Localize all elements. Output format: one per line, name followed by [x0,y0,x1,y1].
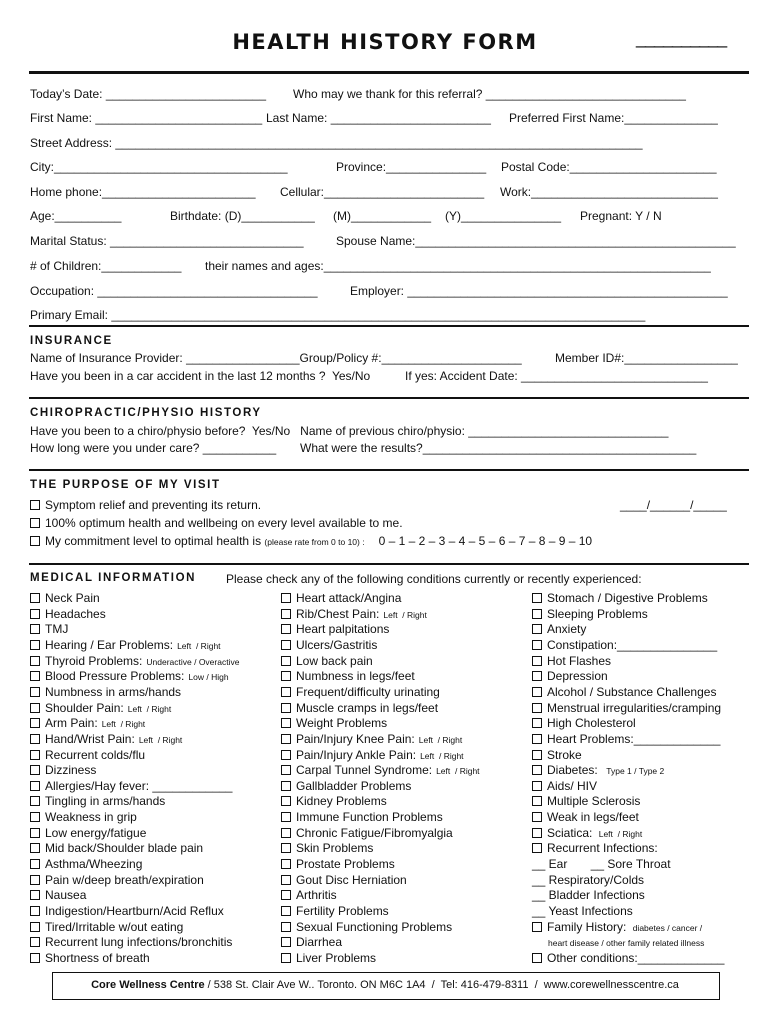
title-rule [29,71,749,74]
checkbox[interactable] [281,781,291,791]
checkbox[interactable] [281,922,291,932]
condition-options: Left / Right [383,609,427,620]
condition-item[interactable] [281,716,387,730]
form-field-line[interactable]: Street Address: _______________________________________________________________________________ [30,136,643,150]
condition-label: Gout Disc Herniation [296,872,407,887]
condition-label: Prostate Problems [296,857,395,872]
checkbox[interactable] [30,781,40,791]
checkbox[interactable] [281,640,291,650]
condition-options: Left / Right [177,640,221,651]
condition-label: Muscle cramps in legs/feet [296,700,439,715]
condition-item[interactable] [30,748,145,762]
checkbox[interactable] [30,875,40,885]
checkbox[interactable] [532,953,542,963]
checkbox[interactable] [281,703,291,713]
condition-item[interactable] [30,779,232,793]
condition-item[interactable] [281,638,377,652]
condition-item[interactable] [30,888,86,902]
condition-item[interactable] [532,841,658,855]
form-field-line[interactable]: Work:____________________________ [500,185,718,199]
condition-item[interactable] [281,701,438,715]
condition-label: Frequent/difficulty urinating [296,684,440,699]
condition-label: Stomach / Digestive Problems [547,591,708,605]
checkbox[interactable] [532,703,542,713]
checkbox[interactable] [30,593,40,603]
commitment-scale[interactable]: 0 – 1 – 2 – 3 – 4 – 5 – 6 – 7 – 8 – 9 – 10 [378,534,593,548]
form-field-line[interactable]: Spouse Name:________________________________________________ [336,234,736,248]
checkbox[interactable] [30,518,40,528]
condition-item[interactable] [30,935,232,949]
condition-label: Sleeping Problems [547,606,648,621]
section-rule [29,469,749,471]
form-field-line[interactable]: How long were you under care? ___________ [30,441,277,455]
condition-label: Multiple Sclerosis [547,794,641,809]
condition-label: Recurrent Infections: [547,841,658,856]
checkbox[interactable] [281,843,291,853]
condition-label: Carpal Tunnel Syndrome: [296,763,433,778]
checkbox[interactable] [30,953,40,963]
checkbox[interactable] [281,890,291,900]
condition-item[interactable] [281,841,373,855]
form-number-blank[interactable]: __________ [636,28,727,48]
condition-label: Rib/Chest Pain: [296,606,380,621]
condition-item[interactable] [532,716,636,730]
condition-item[interactable] [281,654,373,668]
checkbox[interactable] [532,687,542,697]
form-field-line[interactable]: Province:_______________ [336,160,487,174]
condition-label: Low energy/fatigue [45,825,147,840]
checkbox[interactable] [30,796,40,806]
condition-label: Heart attack/Angina [296,591,402,605]
checkbox[interactable] [532,593,542,603]
purpose-item-label: 100% optimum health and wellbeing on every level available to me. [45,516,403,530]
form-field-line[interactable]: Age:__________ [30,209,122,223]
checkbox[interactable] [30,536,40,546]
condition-label: High Cholesterol [547,716,636,731]
condition-label: Diarrhea [296,935,343,950]
condition-label: Depression [547,669,608,684]
form-field-line[interactable]: Home phone:_______________________ [30,185,256,199]
condition-label: Hand/Wrist Pain: [45,731,135,746]
condition-item[interactable] [281,826,453,840]
footer-clinic-name: Core Wellness Centre [91,979,205,991]
condition-label: Allergies/Hay fever: ____________ [45,778,233,793]
condition-label: Hearing / Ear Problems: [45,637,174,652]
condition-label: Dizziness [45,763,97,778]
checkbox[interactable] [281,609,291,619]
condition-item[interactable] [30,951,150,965]
checkbox[interactable] [532,640,542,650]
section-rule [29,563,749,565]
condition-label: __ Ear __ Sore Throat [532,857,671,872]
condition-label: Stroke [547,747,582,762]
condition-item[interactable] [30,638,221,652]
form-field-line[interactable]: Have you been in a car accident in the last 12 months ? Yes/No [30,369,371,383]
form-field-line[interactable]: If yes: Accident Date: ____________________________ [405,369,708,383]
checkbox[interactable] [30,656,40,666]
condition-label: Weakness in grip [45,810,137,825]
checkbox[interactable] [30,890,40,900]
condition-item[interactable] [281,622,389,636]
purpose-item[interactable] [30,498,261,512]
condition-item[interactable] [281,888,337,902]
condition-label: Numbness in arms/hands [45,684,182,699]
checkbox[interactable] [281,765,291,775]
condition-label: Ulcers/Gastritis [296,637,378,652]
form-field-line[interactable]: Member ID#:_________________ [555,351,738,365]
condition-label: Tingling in arms/hands [45,794,166,809]
checkbox[interactable] [30,765,40,775]
condition-item[interactable] [30,920,183,934]
condition-item[interactable] [532,763,664,777]
checkbox[interactable] [281,671,291,681]
condition-options: Left / Right [436,766,480,777]
form-field-line[interactable]: Last Name: ________________________ [266,111,491,125]
condition-label: Indigestion/Heartburn/Acid Reflux [45,904,224,918]
condition-item[interactable] [30,841,203,855]
condition-item[interactable] [548,935,704,949]
purpose-item-label: My commitment level to optimal health is [45,534,265,548]
footer [52,979,718,991]
condition-label: Hot Flashes [547,653,612,668]
form-field-line[interactable]: Occupation: _________________________________ [30,284,318,298]
checkbox[interactable] [30,843,40,853]
condition-item[interactable] [532,669,608,683]
condition-label: Heart Problems:_____________ [547,731,721,746]
form-field-line[interactable]: Who may we thank for this referral? ______________________________ [293,87,686,101]
checkbox[interactable] [281,624,291,634]
checkbox[interactable] [281,859,291,869]
section-rule [29,325,749,327]
checkbox[interactable] [281,718,291,728]
checkbox[interactable] [281,593,291,603]
condition-item[interactable] [281,591,401,605]
condition-item[interactable] [281,920,452,934]
condition-options: Left / Right [420,750,464,761]
purpose-heading: THE PURPOSE OF MY VISIT [30,479,221,491]
condition-options: Left / Right [596,828,643,839]
condition-item[interactable] [532,638,717,652]
condition-item[interactable] [532,826,642,840]
condition-label: Sciatica: [547,825,593,840]
condition-item[interactable] [30,810,137,824]
condition-item[interactable] [532,654,611,668]
condition-item[interactable] [532,701,721,715]
checkbox[interactable] [30,640,40,650]
condition-label: Aids/ HIV [547,778,598,793]
checkbox[interactable] [532,765,542,775]
form-field-line[interactable]: Primary Email: ________________________________________________________________________________ [30,308,646,322]
condition-item[interactable] [281,779,411,793]
condition-label: Diabetes: [547,763,598,778]
condition-label: Gallbladder Problems [296,778,412,793]
condition-label: Arm Pain: [45,716,98,731]
condition-options: Left / Right [418,734,463,745]
form-field-line[interactable]: City:___________________________________ [30,160,288,174]
condition-label: Chronic Fatigue/Fibromyalgia [296,825,453,840]
condition-options: Left / Right [101,719,146,730]
checkbox[interactable] [532,812,542,822]
condition-item[interactable] [532,622,586,636]
condition-item[interactable] [30,654,239,668]
checkbox[interactable] [30,922,40,932]
checkbox[interactable] [30,734,40,744]
checkbox[interactable] [281,828,291,838]
condition-item[interactable] [281,935,342,949]
condition-item[interactable] [281,873,407,887]
purpose-item[interactable] [30,534,592,548]
condition-options: diabetes / cancer / [630,922,703,933]
condition-label: Family History: [547,919,627,934]
condition-item[interactable] [281,685,440,699]
condition-label: Nausea [45,888,87,903]
condition-label: Pain/Injury Ankle Pain: [296,747,417,762]
condition-label: Menstrual irregularities/cramping [547,700,722,715]
checkbox[interactable] [532,750,542,760]
condition-label: Sexual Functioning Problems [296,919,453,934]
form-field-line[interactable]: Birthdate: (D)___________ [170,209,315,223]
form-field-line[interactable]: Cellular:________________________ [280,185,485,199]
condition-label: __ Yeast Infections [532,904,633,918]
checkbox[interactable] [30,609,40,619]
condition-label: TMJ [45,622,69,637]
checkbox[interactable] [532,796,542,806]
checkbox[interactable] [532,656,542,666]
condition-label: Fertility Problems [296,904,389,918]
condition-item[interactable] [532,732,720,746]
medical-heading: MEDICAL INFORMATION [30,572,197,584]
condition-item[interactable] [30,716,145,730]
checkbox[interactable] [30,937,40,947]
form-field-line[interactable]: Today’s Date: ________________________ [30,87,266,101]
condition-label: Anxiety [547,622,587,637]
checkbox[interactable] [30,718,40,728]
condition-label: Constipation:_______________ [547,637,718,652]
form-field-line[interactable]: their names and ages:__________________________________________________________ [205,259,711,273]
checkbox[interactable] [30,687,40,697]
condition-options: heart disease / other family related illness [548,938,705,949]
checkbox[interactable] [281,687,291,697]
checkbox[interactable] [30,671,40,681]
insurance-heading: INSURANCE [30,335,113,347]
form-field-line[interactable]: Preferred First Name:______________ [509,111,718,125]
form-field-line[interactable]: (Y)_______________ [445,209,562,223]
form-field-line[interactable]: Postal Code:______________________ [501,160,717,174]
form-field-line[interactable]: Marital Status: _____________________________ [30,234,304,248]
condition-item[interactable] [532,810,639,824]
condition-item[interactable] [281,857,395,871]
checkbox[interactable] [30,812,40,822]
condition-label: Tired/Irritable w/out eating [45,919,184,934]
form-field-line[interactable]: Pregnant: Y / N [580,209,662,223]
condition-label: Thyroid Problems: [45,653,143,668]
condition-label: Shortness of breath [45,950,150,965]
condition-label: Mid back/Shoulder blade pain [45,841,204,856]
checkbox[interactable] [30,859,40,869]
condition-item[interactable] [281,810,443,824]
condition-item[interactable] [30,685,181,699]
condition-item[interactable] [281,607,427,621]
checkbox[interactable] [281,906,291,916]
checkbox[interactable] [532,734,542,744]
checkbox[interactable] [281,953,291,963]
section-rule [29,397,749,399]
condition-item[interactable] [532,591,708,605]
condition-item[interactable] [30,669,229,683]
condition-label: Asthma/Wheezing [45,857,143,872]
condition-item[interactable] [281,951,376,965]
condition-item[interactable] [281,748,464,762]
condition-label: Skin Problems [296,841,374,856]
visit-date-blank[interactable]: ____/______/_____ [620,498,727,512]
condition-options: Left / Right [138,734,183,745]
form-title: HEALTH HISTORY FORM [232,30,538,54]
form-field-line[interactable]: First Name: _________________________ [30,111,263,125]
condition-item[interactable] [30,591,100,605]
checkbox[interactable] [30,750,40,760]
condition-label: Weight Problems [296,716,388,731]
condition-label: Headaches [45,606,106,621]
condition-item[interactable] [532,607,648,621]
form-field-line[interactable]: Have you been to a chiro/physio before? Yes/No Name of previous chiro/physio: ______________________________ [30,424,669,438]
condition-item[interactable] [30,794,165,808]
checkbox[interactable] [281,812,291,822]
checkbox[interactable] [281,937,291,947]
condition-label: Liver Problems [296,950,377,965]
condition-item[interactable] [532,748,582,762]
condition-label: Recurrent colds/flu [45,747,146,762]
condition-label: Alcohol / Substance Challenges [547,684,717,699]
condition-item[interactable] [532,951,724,965]
condition-label: Other conditions:_____________ [547,950,725,965]
condition-item[interactable] [532,888,645,902]
checkbox[interactable] [281,734,291,744]
condition-item[interactable] [30,763,96,777]
checkbox[interactable] [532,609,542,619]
condition-label: Pain/Injury Knee Pain: [296,731,415,746]
condition-item[interactable] [30,873,204,887]
condition-options: Underactive / Overactive [146,656,240,667]
purpose-item[interactable] [30,516,403,530]
footer-contact: / 538 St. Clair Ave W.. Toronto. ON M6C 1A4 / Tel: 416-479-8311 / www.corewellnesscentre.ca [204,979,679,991]
condition-item[interactable] [281,763,480,777]
condition-label: Heart palpitations [296,622,390,637]
checkbox[interactable] [532,718,542,728]
checkbox[interactable] [30,703,40,713]
condition-item[interactable] [30,826,146,840]
form-field-line[interactable]: # of Children:____________ [30,259,182,273]
checkbox[interactable] [30,500,40,510]
checkbox[interactable] [532,781,542,791]
checkbox[interactable] [281,796,291,806]
checkbox[interactable] [30,906,40,916]
condition-label: Immune Function Problems [296,810,443,825]
condition-item[interactable] [532,904,633,918]
condition-label: __ Bladder Infections [532,888,645,903]
condition-options: Left / Right [127,703,172,714]
condition-item[interactable] [532,794,640,808]
condition-label: Numbness in legs/feet [296,669,415,684]
form-field-line[interactable]: (M)____________ [333,209,432,223]
condition-label: Kidney Problems [296,794,387,809]
form-field-line[interactable]: What were the results?_________________________________________ [300,441,697,455]
condition-item[interactable] [281,732,462,746]
form-field-line[interactable]: Employer: ________________________________________________ [350,284,728,298]
condition-options: Low / High [188,672,229,683]
condition-label: Arthritis [296,888,337,903]
condition-label: Weak in legs/feet [547,810,639,825]
checkbox[interactable] [532,843,542,853]
condition-label: Blood Pressure Problems: [45,669,185,684]
condition-item[interactable] [532,873,644,887]
condition-item[interactable] [281,904,389,918]
condition-options: Type 1 / Type 2 [601,766,665,777]
checkbox[interactable] [281,875,291,885]
condition-label: Low back pain [296,653,373,668]
condition-item[interactable] [281,669,415,683]
medical-instruction: Please check any of the following conditions currently or recently experienced: [226,572,642,586]
condition-item[interactable] [30,701,171,715]
condition-item[interactable] [281,794,387,808]
condition-item[interactable] [30,732,182,746]
purpose-item-label: Symptom relief and preventing its return. [45,498,262,512]
checkbox[interactable] [532,671,542,681]
condition-label: Pain w/deep breath/expiration [45,872,204,887]
condition-label: __ Respiratory/Colds [532,872,645,887]
condition-item[interactable] [30,607,106,621]
checkbox[interactable] [281,656,291,666]
condition-item[interactable] [532,920,702,934]
form-field-line[interactable]: Name of Insurance Provider: _________________Group/Policy #:_____________________ [30,351,522,365]
condition-item[interactable] [532,857,671,871]
checkbox[interactable] [532,624,542,634]
chiro-heading: CHIROPRACTIC/PHYSIO HISTORY [30,407,262,419]
checkbox[interactable] [281,750,291,760]
condition-label: Neck Pain [45,591,100,605]
checkbox[interactable] [532,828,542,838]
condition-item[interactable] [30,904,224,918]
condition-label: Recurrent lung infections/bronchitis [45,935,233,950]
checkbox[interactable] [532,922,542,932]
condition-item[interactable] [532,779,597,793]
condition-item[interactable] [30,857,142,871]
checkbox[interactable] [30,624,40,634]
checkbox[interactable] [30,828,40,838]
condition-item[interactable] [532,685,716,699]
condition-item[interactable] [30,622,68,636]
condition-label: Shoulder Pain: [45,700,124,715]
rate-note: (please rate from 0 to 10) : [264,537,365,547]
